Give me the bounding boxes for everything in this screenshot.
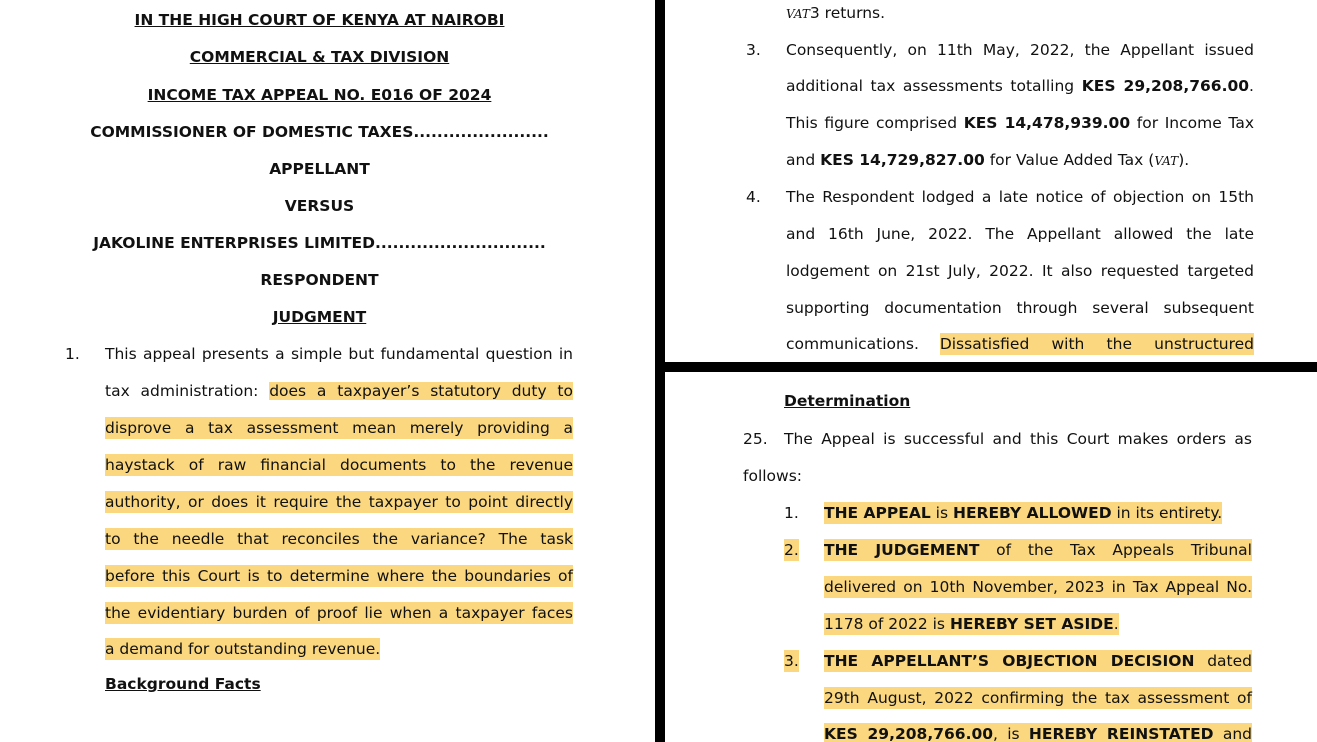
versus-label: VERSUS xyxy=(284,197,355,215)
para4-line: and 16th June, 2022. The Appellant allowed the late xyxy=(786,225,1254,243)
order2-line: 1178 of 2022 is HEREBY SET ASIDE. xyxy=(824,615,1119,633)
judgment-page-left xyxy=(0,0,655,742)
paragraph-number: 3. xyxy=(746,41,761,59)
para3-line: additional tax assessments totalling KES 29,208,766.00. xyxy=(786,77,1254,95)
para25-line: follows: xyxy=(743,467,803,485)
para4-line: communications. Dissatisfied with the unstructured xyxy=(786,335,1254,353)
appellant-role: APPELLANT xyxy=(269,160,370,178)
para25-line: The Appeal is successful and this Court makes orders as xyxy=(784,430,1252,448)
para1-line: before this Court is to determine where the boundaries of xyxy=(105,567,573,585)
para4-line: supporting documentation through several subsequent xyxy=(786,299,1254,317)
paragraph-number: 25. xyxy=(743,430,768,448)
determination-heading: Determination xyxy=(784,392,911,410)
para1-line: to the needle that reconciles the variance? The task xyxy=(105,530,573,548)
para1-line: the evidentiary burden of proof lie when a taxpayer faces xyxy=(105,604,573,622)
judgment-page-top-right xyxy=(665,0,1317,362)
order3-line: KES 29,208,766.00, is HEREBY REINSTATED and xyxy=(824,723,1252,742)
para3-line: Consequently, on 11th May, 2022, the Appellant issued xyxy=(786,41,1254,59)
para3-line: and KES 14,729,827.00 for Value Added Tax (VAT). xyxy=(786,151,1190,169)
vat-returns-line: VAT3 returns. xyxy=(786,4,886,22)
order1-line: THE APPEAL is HEREBY ALLOWED in its entirety. xyxy=(824,504,1223,522)
para3-line: This figure comprised KES 14,478,939.00 for Income Tax xyxy=(786,114,1254,132)
para4-line: lodgement on 21st July, 2022. It also requested targeted xyxy=(786,262,1254,280)
paragraph-number: 4. xyxy=(746,188,761,206)
order3-line: THE APPELLANT’S OBJECTION DECISION dated xyxy=(824,652,1253,670)
para1-line: This appeal presents a simple but fundamental question in xyxy=(105,345,573,363)
para1-line: haystack of raw financial documents to the revenue xyxy=(105,456,573,474)
para1-line: authority, or does it require the taxpayer to point directly xyxy=(105,493,573,511)
respondent-name: JAKOLINE ENTERPRISES LIMITED............................. xyxy=(93,234,546,252)
judgment-page-bottom-right xyxy=(665,372,1317,742)
background-facts-heading: Background Facts xyxy=(105,675,261,693)
para1-line: tax administration: does a taxpayer’s statutory duty to xyxy=(105,382,573,400)
division-title: COMMERCIAL & TAX DIVISION xyxy=(189,48,450,66)
appellant-name: COMMISSIONER OF DOMESTIC TAXES....................... xyxy=(90,123,549,141)
paragraph-number: 1. xyxy=(65,345,80,363)
order-number: 2. xyxy=(784,541,799,559)
para1-line: disprove a tax assessment mean merely providing a xyxy=(105,419,573,437)
order-number: 1. xyxy=(784,504,799,522)
order3-line: 29th August, 2022 confirming the tax assessment of xyxy=(824,689,1252,707)
judgment-heading: JUDGMENT xyxy=(272,308,367,326)
order2-line: THE JUDGEMENT of the Tax Appeals Tribunal xyxy=(824,541,1252,559)
order2-line: delivered on 10th November, 2023 in Tax Appeal No. xyxy=(824,578,1252,596)
respondent-role: RESPONDENT xyxy=(260,271,379,289)
court-title: IN THE HIGH COURT OF KENYA AT NAIROBI xyxy=(134,11,505,29)
para4-line: The Respondent lodged a late notice of objection on 15th xyxy=(786,188,1254,206)
para1-line: a demand for outstanding revenue. xyxy=(105,640,381,658)
appeal-number: INCOME TAX APPEAL NO. E016 OF 2024 xyxy=(147,86,492,104)
order-number: 3. xyxy=(784,652,799,670)
